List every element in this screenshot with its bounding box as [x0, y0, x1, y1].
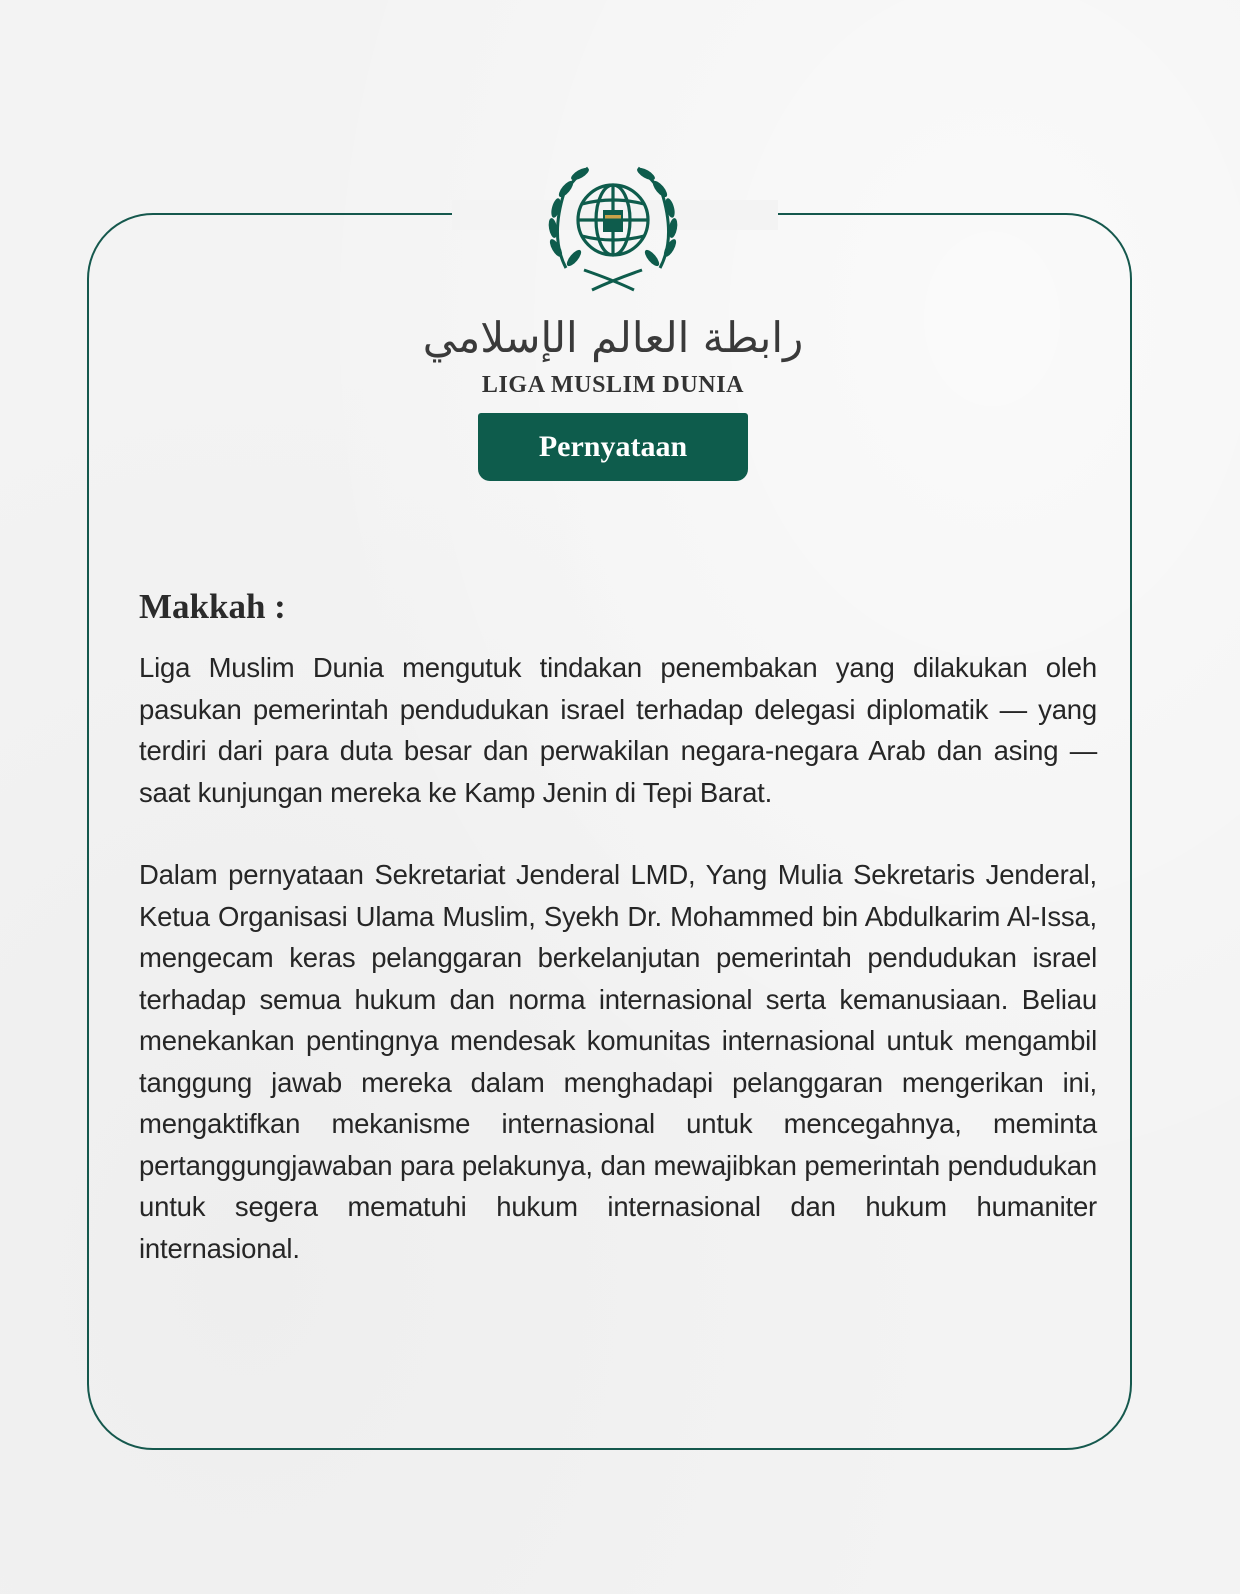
paragraph-2: Dalam pernyataan Sekretariat Jenderal LMD, Yang Mulia Sekretaris Jenderal, Ketua Organisasi Ulama Muslim, Syekh Dr. Mohammed bin Abdulkarim Al-Issa, mengecam keras pelanggaran berkelanjutan pemerintah pendudukan israel terhadap semua hukum dan norma internasional serta kemanusiaan. Beliau menekankan pentingnya mendesak komunitas internasional untuk mengambil tanggung jawab mereka dalam menghadapi pelanggaran mengerikan ini, mengaktifkan mekanisme internasional untuk mencegahnya, meminta pertanggungjawaban para pelakunya, dan mewajibkan pemerintah pendudukan untuk segera mematuhi hukum internasional dan hukum humaniter internasional.: [139, 859, 1097, 1264]
paragraph-1: Liga Muslim Dunia mengutuk tindakan penembakan yang dilakukan oleh pasukan pemerintah pendudukan israel terhadap delegasi diplomatik — yang terdiri dari para duta besar dan perwakilan negara-negara Arab dan asing — saat kunjungan mereka ke Kamp Jenin di Tepi Barat.: [139, 652, 1097, 808]
globe-laurel-emblem-icon: [544, 158, 682, 294]
statement-type-badge: Pernyataan: [478, 413, 748, 481]
organization-logo: [422, 158, 804, 481]
dateline: Makkah :: [139, 587, 286, 626]
organization-name: LIGA MUSLIM DUNIA: [481, 372, 745, 398]
statement-body: [139, 585, 1097, 1310]
organization-arabic-name: رابطة العالم الإسلامي: [422, 313, 804, 362]
